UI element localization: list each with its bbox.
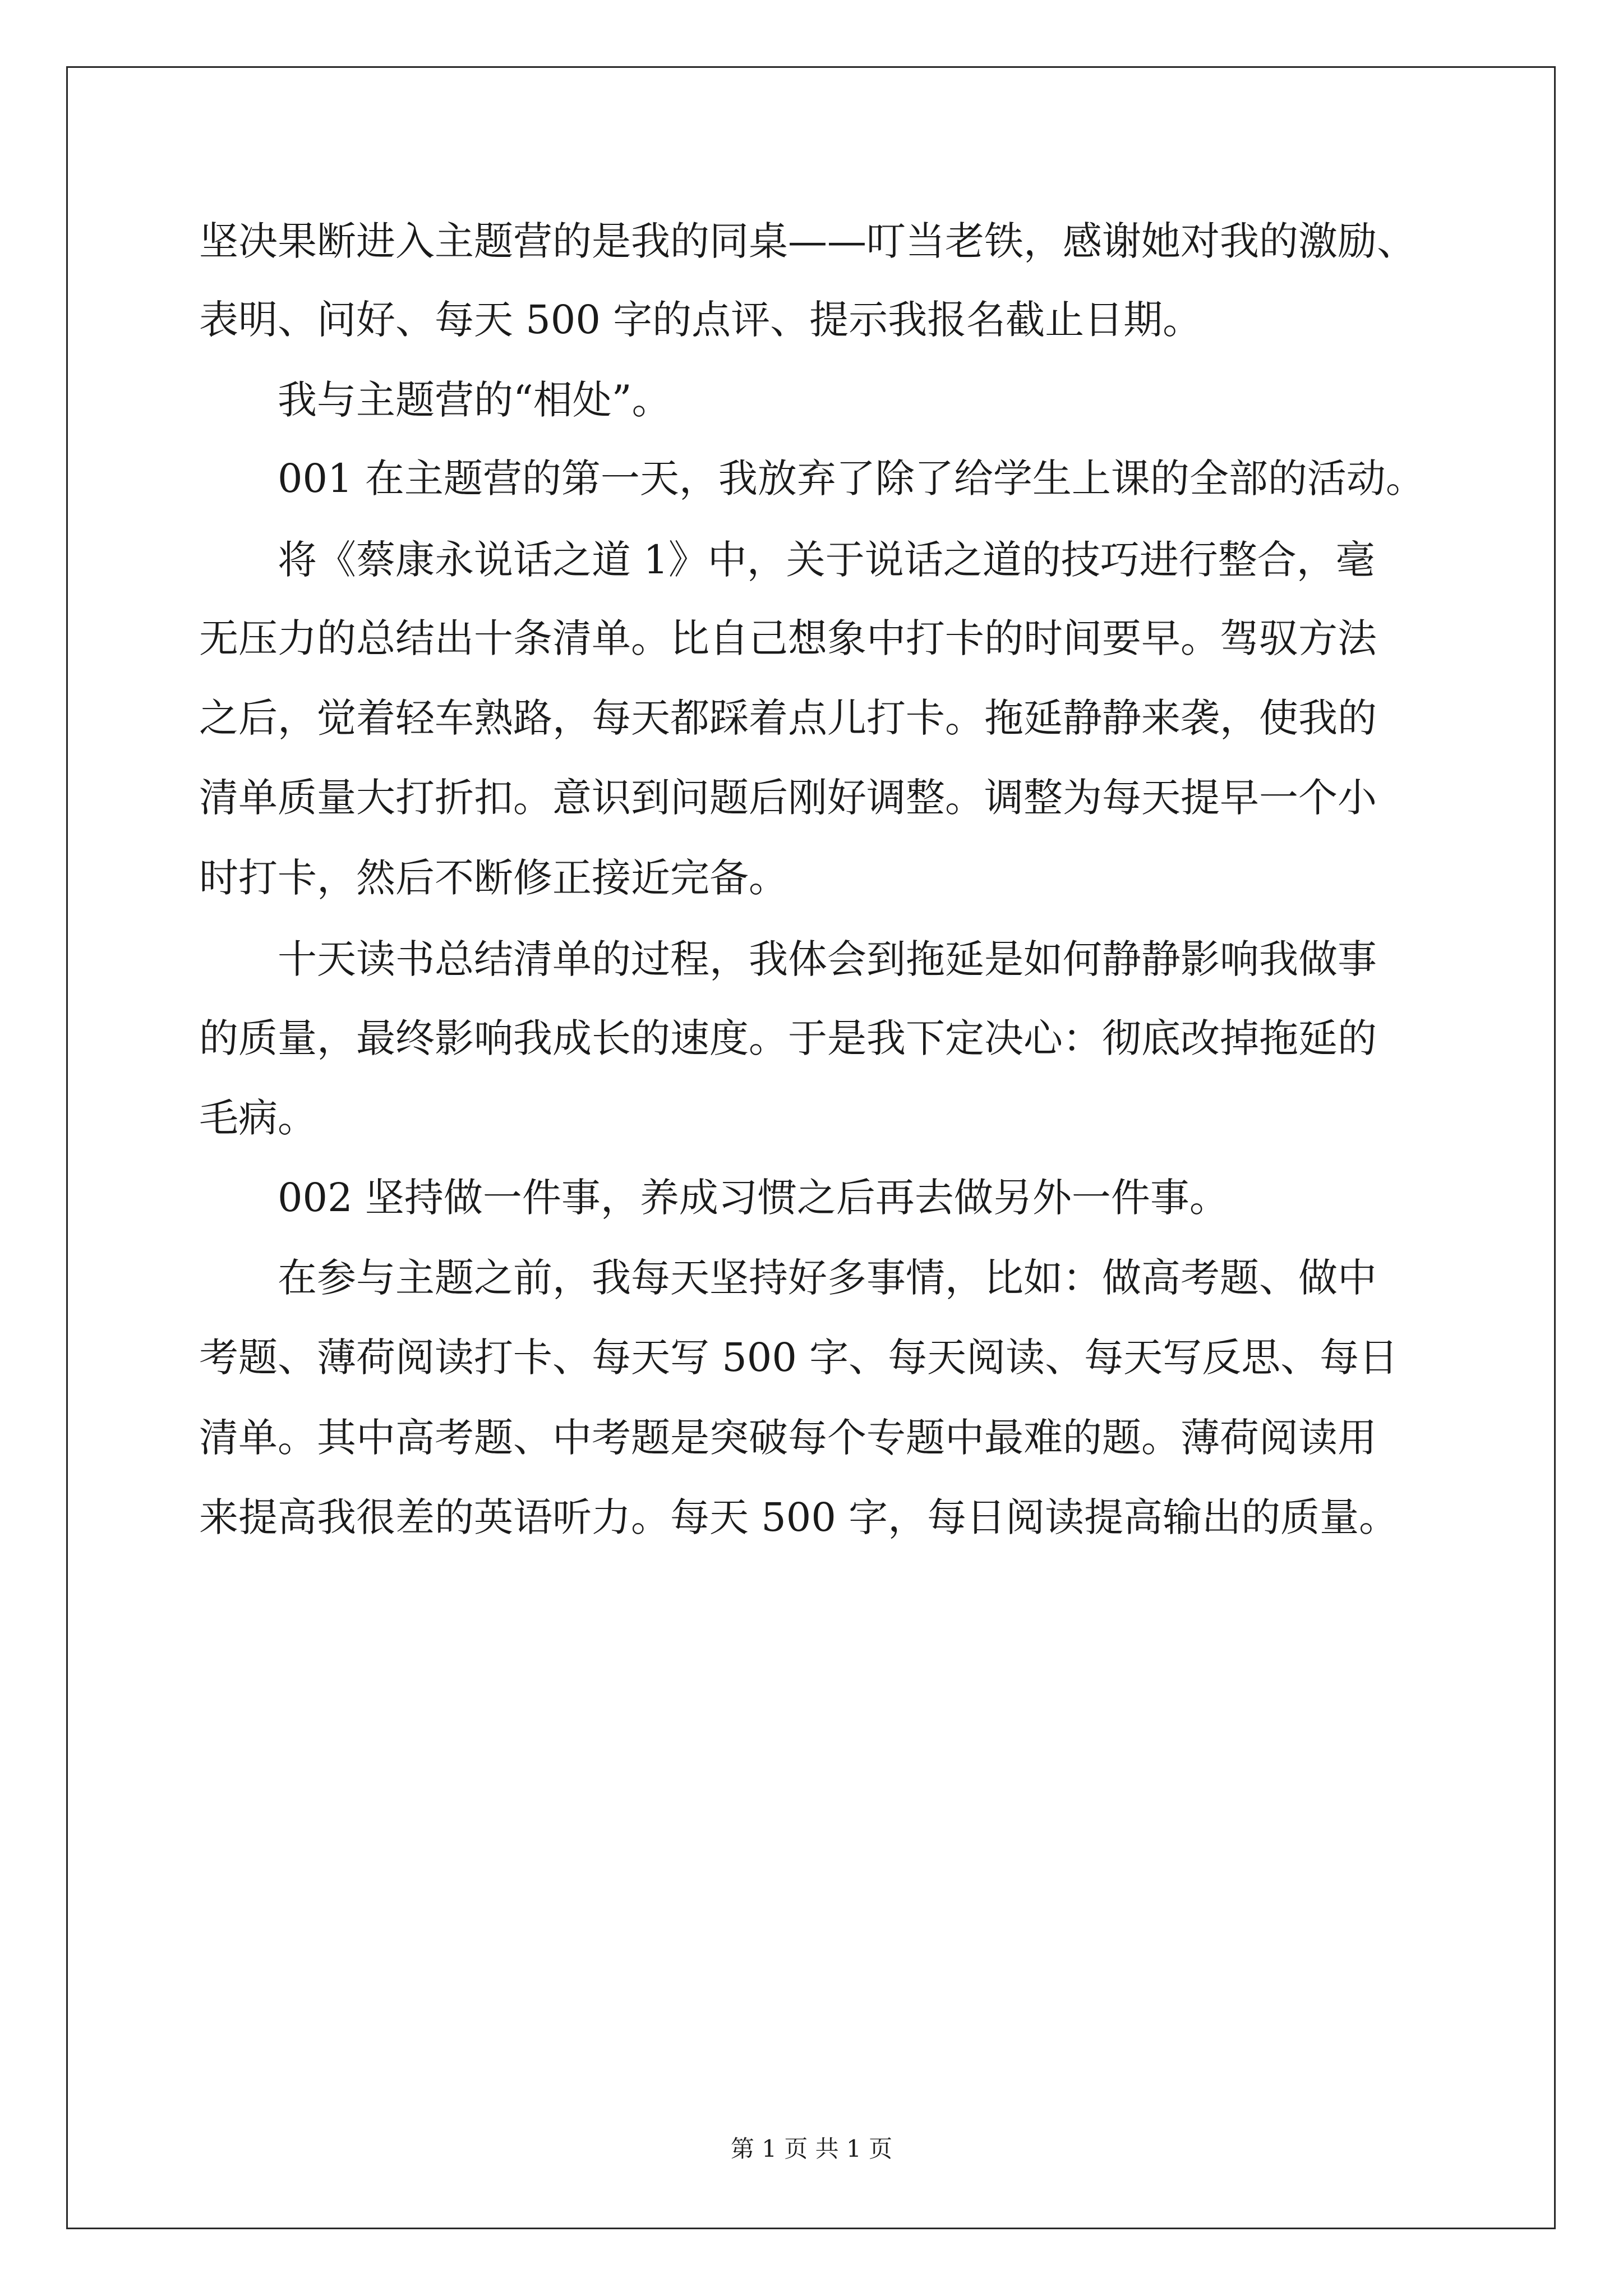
- text-line: 坚决果断进入主题营的是我的同桌——叮当老铁，感谢她对我的激励、: [199, 218, 1416, 264]
- text-line: 的质量，最终影响我成长的速度。于是我下定决心：彻底改掉拖延的: [199, 1015, 1377, 1061]
- text-line: 002 坚持做一件事，养成习惯之后再去做另外一件事。: [278, 1175, 1229, 1221]
- text-line: 考题、薄荷阅读打卡、每天写 500 字、每天阅读、每天写反思、每日: [199, 1335, 1399, 1381]
- text-line: 我与主题营的“相处”。: [278, 377, 671, 423]
- text-line: 来提高我很差的英语听力。每天 500 字，每日阅读提高输出的质量。: [199, 1494, 1399, 1540]
- text-line: 时打卡，然后不断修正接近完备。: [199, 855, 788, 901]
- text-line: 十天读书总结清单的过程，我体会到拖延是如何静静影响我做事: [278, 936, 1377, 982]
- text-line: 之后，觉着轻车熟路，每天都踩着点儿打卡。拖延静静来袭，使我的: [199, 695, 1377, 741]
- text-line: 清单质量大打折扣。意识到问题后刚好调整。调整为每天提早一个小: [199, 775, 1377, 821]
- page-number-footer: 第 1 页 共 1 页: [730, 2135, 893, 2162]
- text-line: 毛病。: [199, 1095, 317, 1141]
- text-line: 001 在主题营的第一天，我放弃了除了给学生上课的全部的活动。: [278, 455, 1425, 501]
- text-line: 在参与主题之前，我每天坚持好多事情，比如：做高考题、做中: [278, 1255, 1377, 1301]
- text-line: 将《蔡康永说话之道 1》中，关于说话之道的技巧进行整合，毫: [278, 537, 1375, 583]
- text-line: 表明、问好、每天 500 字的点评、提示我报名截止日期。: [199, 297, 1202, 343]
- text-line: 清单。其中高考题、中考题是突破每个专题中最难的题。薄荷阅读用: [199, 1415, 1377, 1461]
- text-line: 无压力的总结出十条清单。比自己想象中打卡的时间要早。驾驭方法: [199, 615, 1377, 661]
